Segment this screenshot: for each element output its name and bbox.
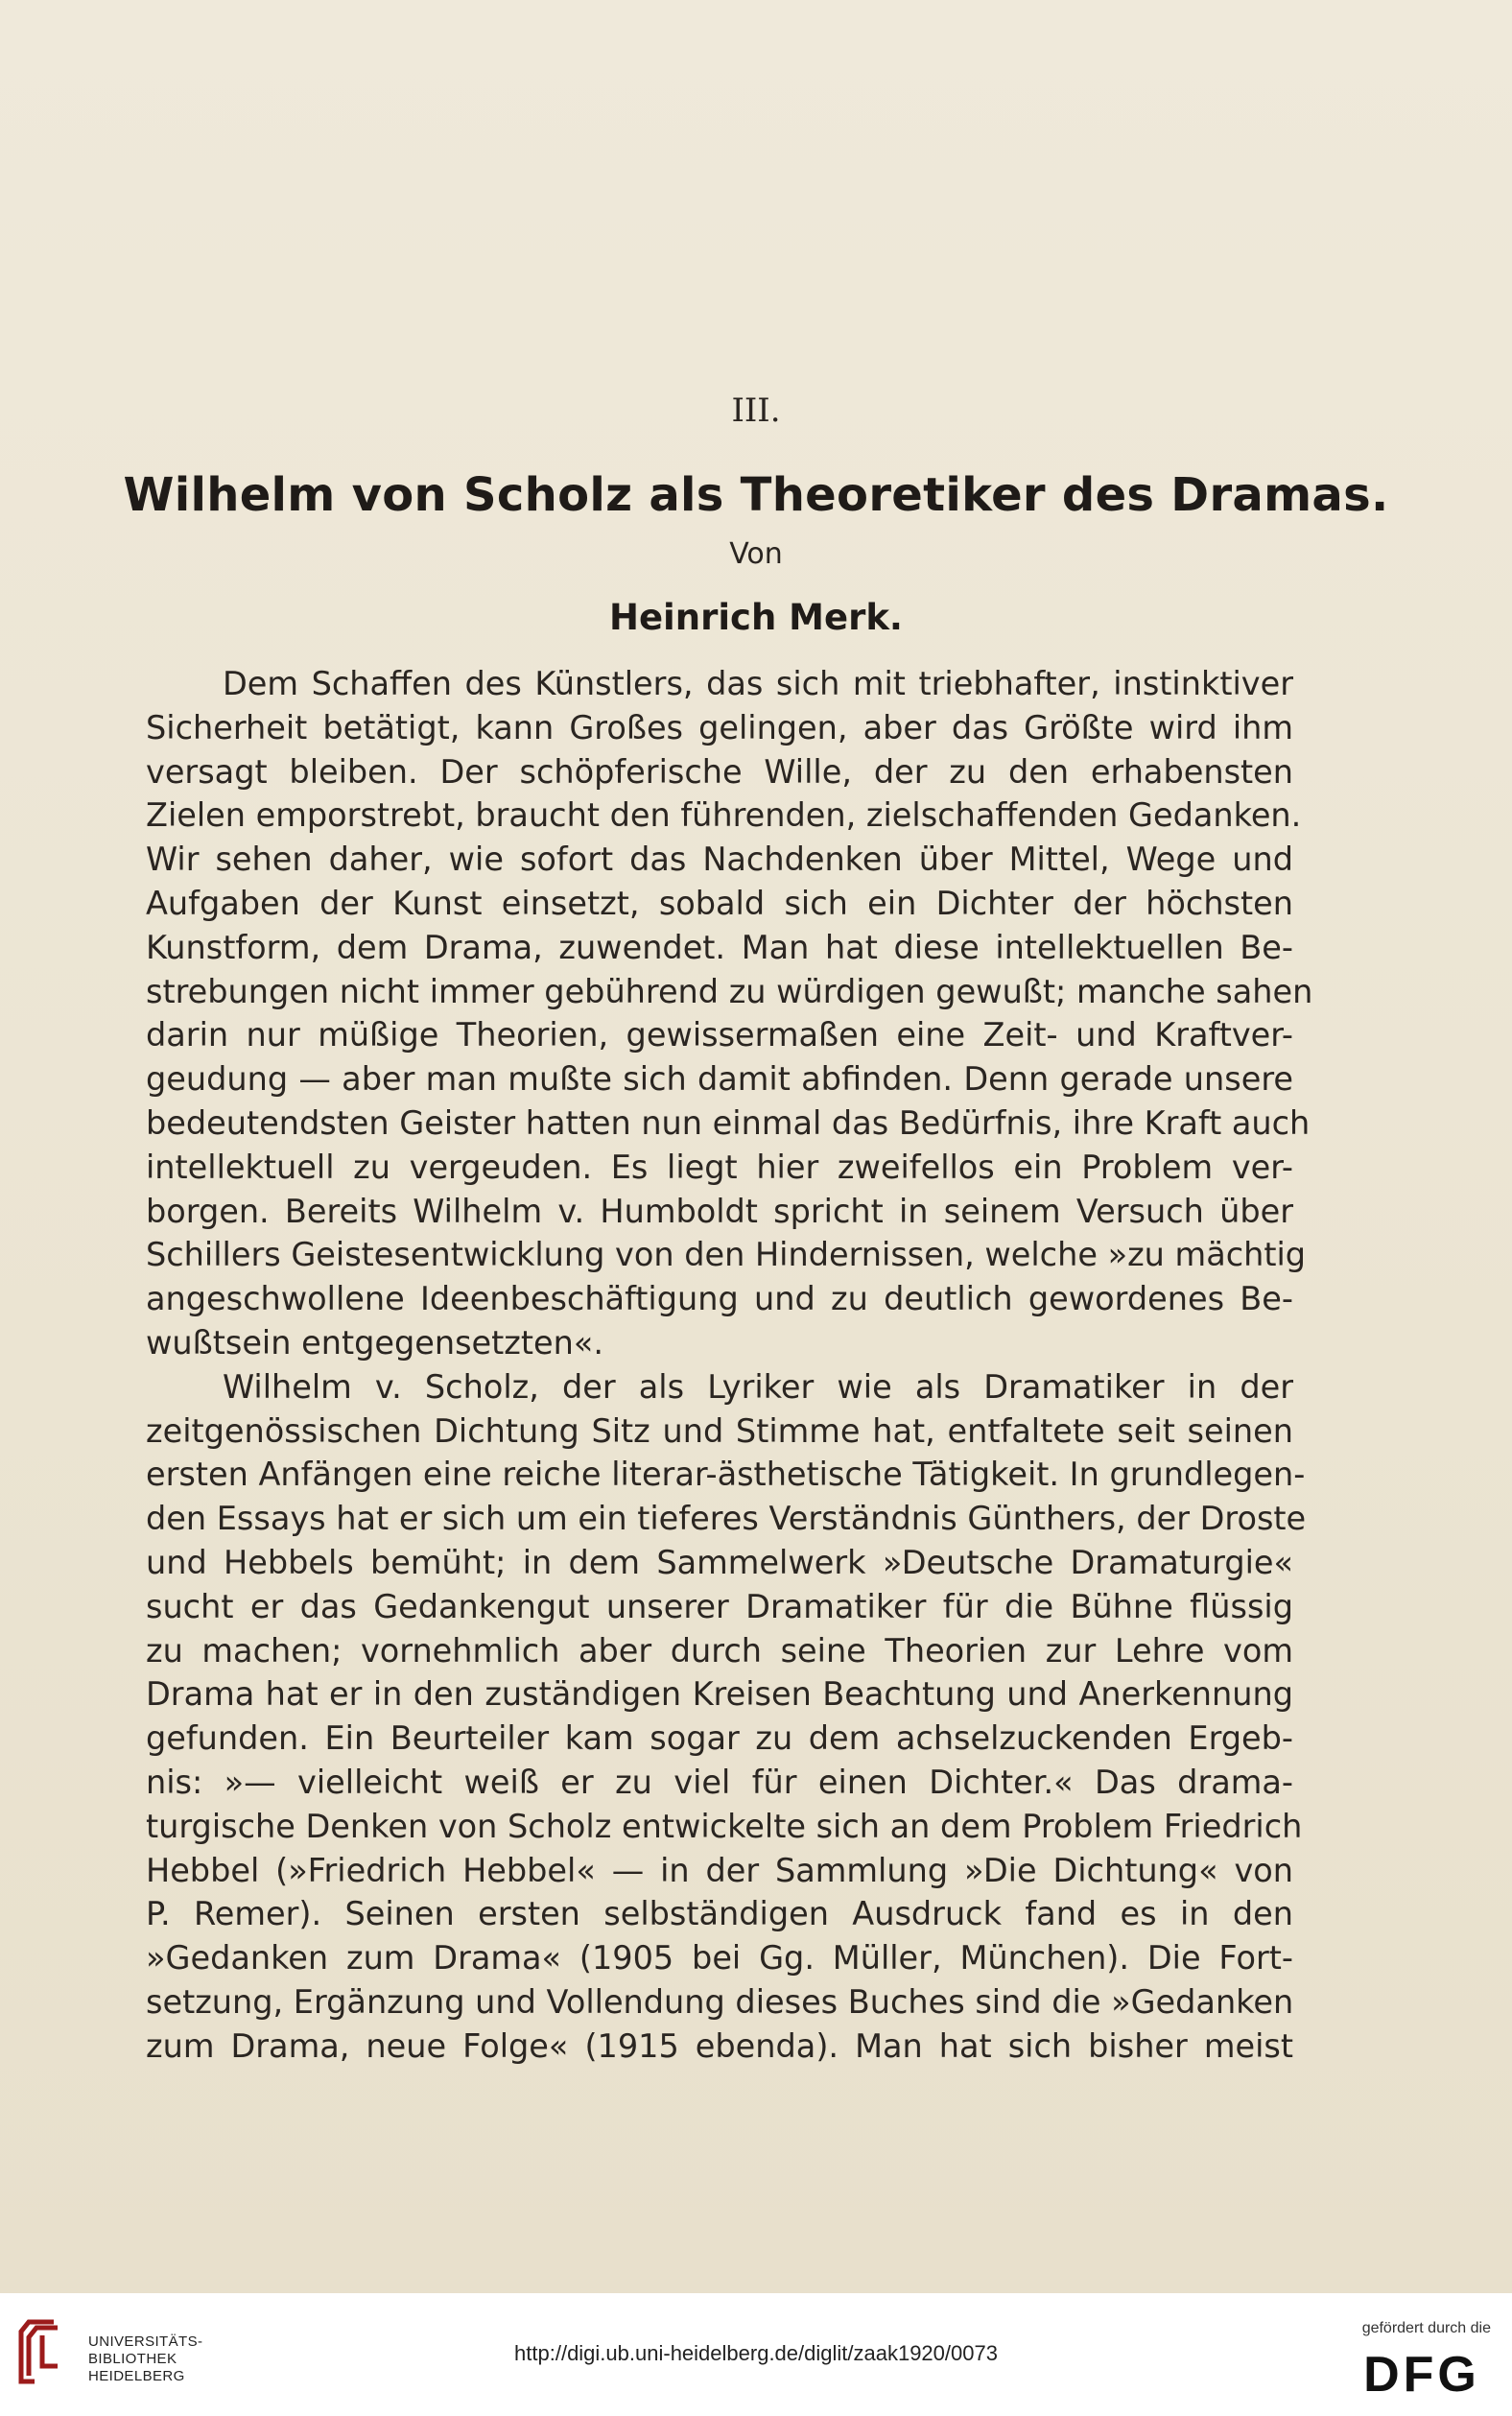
- section-number: III.: [731, 391, 781, 430]
- body-line: gefunden. Ein Beurteiler kam sogar zu dem achselzuckenden Ergeb-: [146, 1719, 1293, 1758]
- body-line: Hebbel (»Friedrich Hebbel« — in der Sammlung »Die Dichtung« von: [146, 1851, 1293, 1889]
- body-line: zum Drama, neue Folge« (1915 ebenda). Man hat sich bisher meist: [146, 2026, 1293, 2065]
- sponsor-label: gefördert durch die: [1361, 2320, 1491, 2336]
- library-name-line: BIBLIOTHEK: [88, 2351, 177, 2367]
- body-line: borgen. Bereits Wilhelm v. Humboldt spricht in seinem Versuch über: [146, 1192, 1293, 1230]
- article-body: [146, 662, 1313, 2069]
- article-title: Wilhelm von Scholz als Theoretiker des Dramas.: [123, 468, 1389, 522]
- body-line: turgische Denken von Scholz entwickelte sich an dem Problem Friedrich: [146, 1807, 1303, 1845]
- body-line: intellektuell zu vergeuden. Es liegt hier zweifellos ein Problem ver-: [146, 1148, 1293, 1186]
- body-line: den Essays hat er sich um ein tieferes Verständnis Günthers, der Droste: [146, 1500, 1307, 1538]
- library-name-line: HEIDELBERG: [88, 2368, 185, 2384]
- byline: Von: [729, 537, 783, 571]
- body-line: ersten Anfängen eine reiche literar-ästhetische Tätigkeit. In grundlegen-: [146, 1456, 1306, 1494]
- body-line: strebungen nicht immer gebührend zu würdigen gewußt; manche sahen: [146, 972, 1313, 1010]
- body-line: und Hebbels bemüht; in dem Sammelwerk »Deutsche Dramaturgie«: [146, 1543, 1293, 1581]
- dfg-logo-text: DFG: [1363, 2347, 1480, 2397]
- body-line: Aufgaben der Kunst einsetzt, sobald sich ein Dichter der höchsten: [146, 884, 1293, 922]
- body-line: geudung — aber man mußte sich damit abfinden. Denn gerade unsere: [146, 1060, 1293, 1099]
- body-line: Wir sehen daher, wie sofort das Nachdenken über Mittel, Wege und: [146, 841, 1293, 879]
- body-line: bedeutendsten Geister hatten nun einmal das Bedürfnis, ihre Kraft auch: [146, 1103, 1311, 1142]
- body-line: zu machen; vornehmlich aber durch seine Theorien zur Lehre vom: [146, 1631, 1293, 1670]
- viewer-footer: [0, 2293, 1512, 2416]
- body-line: wußtsein entgegensetzten«.: [146, 1323, 603, 1362]
- body-line: Drama hat er in den zuständigen Kreisen Beachtung und Anerkennung: [146, 1675, 1293, 1714]
- dfg-logo-icon: [1351, 2347, 1493, 2397]
- body-line: »Gedanken zum Drama« (1905 bei Gg. Müller, München). Die Fort-: [146, 1939, 1293, 1978]
- body-line: angeschwollene Ideenbeschäftigung und zu deutlich gewordenes Be-: [146, 1280, 1293, 1318]
- permalink-url[interactable]: http://digi.ub.uni-heidelberg.de/diglit/zaak1920/0073: [514, 2341, 998, 2365]
- body-line: Schillers Geistesentwicklung von den Hindernissen, welche »zu mächtig: [146, 1236, 1307, 1274]
- body-line: nis: »— vielleicht weiß er zu viel für einen Dichter.« Das drama-: [146, 1763, 1293, 1801]
- body-line: Zielen emporstrebt, braucht den führenden, zielschaffenden Gedanken.: [146, 796, 1302, 835]
- body-line: Wilhelm v. Scholz, der als Lyriker wie als Dramatiker in der: [223, 1367, 1293, 1406]
- body-line: zeitgenössischen Dichtung Sitz und Stimme hat, entfaltete seit seinen: [146, 1411, 1293, 1450]
- author-name: Heinrich Merk.: [609, 597, 903, 638]
- body-line: Kunstform, dem Drama, zuwendet. Man hat diese intellektuellen Be-: [146, 928, 1293, 966]
- body-line: Dem Schaffen des Künstlers, das sich mit triebhafter, instinktiver: [223, 665, 1293, 702]
- body-line: P. Remer). Seinen ersten selbständigen Ausdruck fand es in den: [146, 1895, 1293, 1933]
- body-line: setzung, Ergänzung und Vollendung dieses Buches sind die »Gedanken: [146, 1982, 1294, 2021]
- body-line: versagt bleiben. Der schöpferische Wille, der zu den erhabensten: [146, 752, 1293, 791]
- body-line: darin nur müßige Theorien, gewissermaßen eine Zeit- und Kraftver-: [146, 1016, 1293, 1054]
- library-name-line: UNIVERSITÄTS-: [88, 2333, 203, 2350]
- body-line: Sicherheit betätigt, kann Großes gelingen, aber das Größte wird ihm: [146, 708, 1293, 746]
- body-line: sucht er das Gedankengut unserer Dramatiker für die Bühne flüssig: [146, 1587, 1293, 1625]
